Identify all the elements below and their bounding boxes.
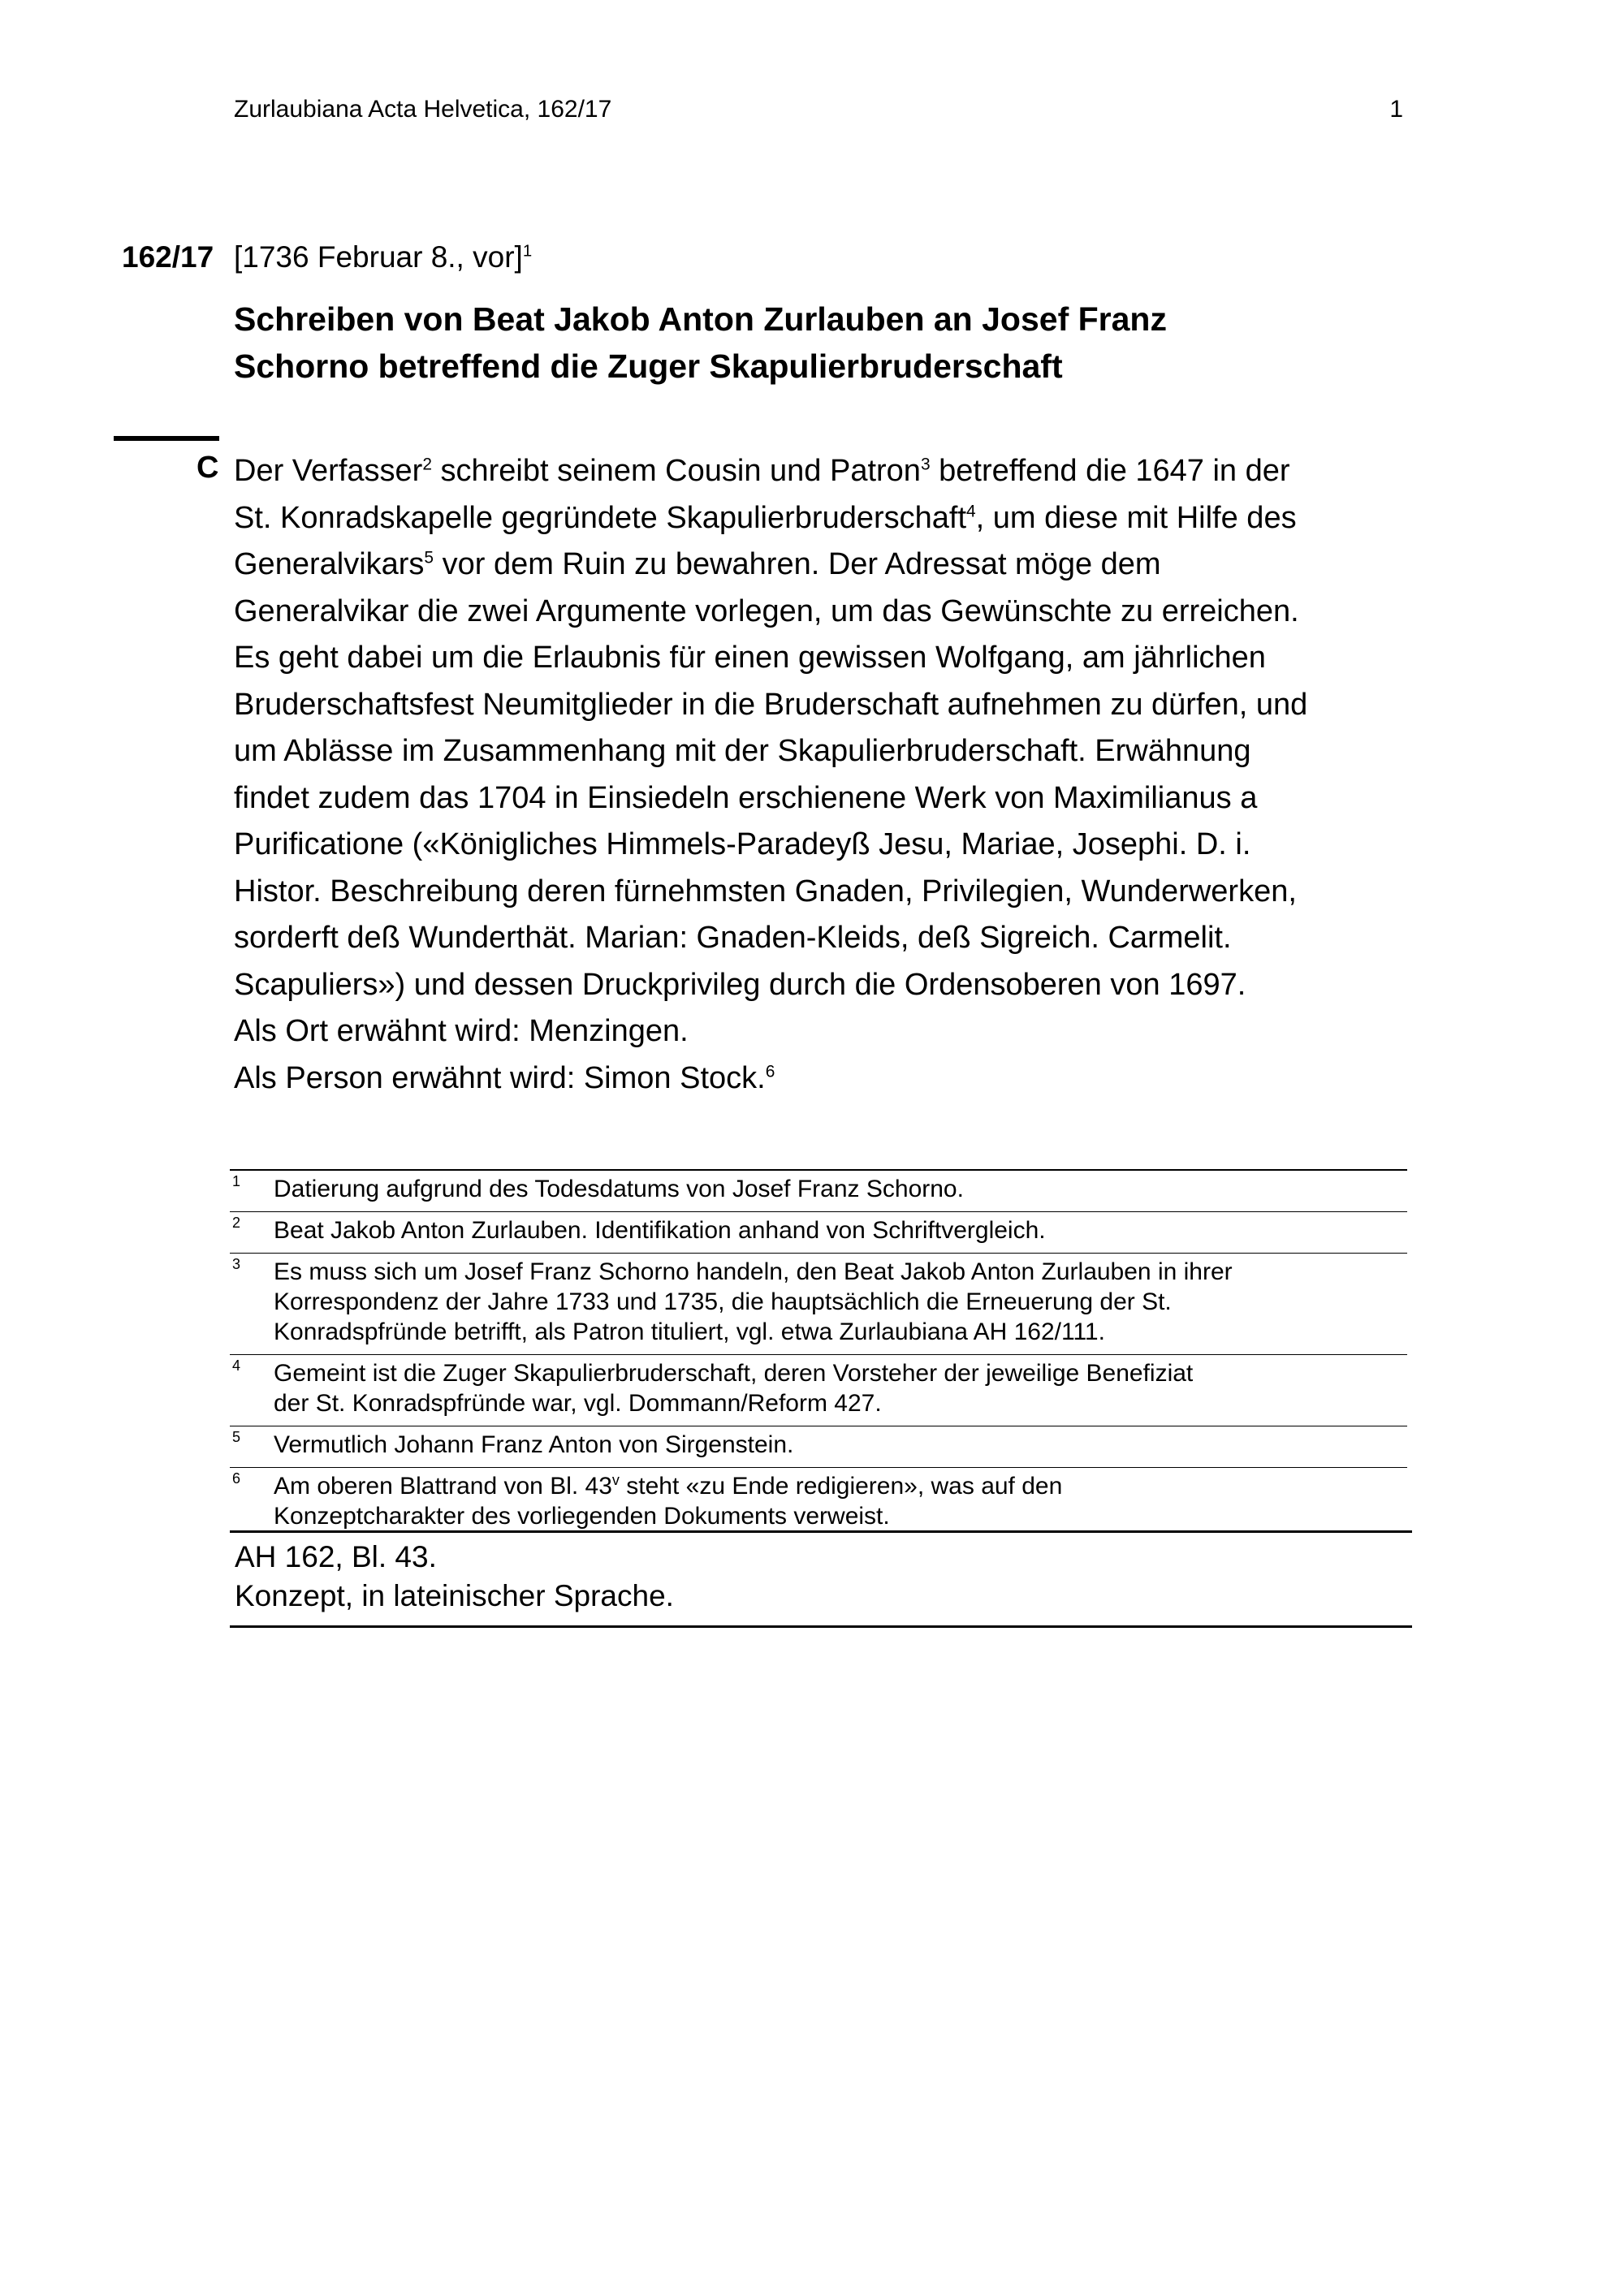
text-run: steht «zu Ende redigieren», was auf den — [619, 1473, 1063, 1500]
footnote — [230, 1468, 1407, 1539]
summary-line — [234, 1008, 1419, 1055]
footnote-ref: 1 — [522, 242, 533, 261]
text-run: Gemeint ist die Zuger Skapulierbruderschaft, deren Vorsteher der jeweilige Benefiziat — [274, 1360, 1194, 1387]
footnote-line — [274, 1174, 1407, 1204]
footnote-line — [274, 1501, 1407, 1531]
footnote-ref: 3 — [920, 455, 931, 474]
footnote-ref: 4 — [966, 501, 976, 520]
title-line: Schorno betreffend die Zuger Skapulierbruderschaft — [234, 347, 1063, 385]
date-text: [1736 Februar 8., vor] — [234, 240, 523, 274]
source-note — [230, 1530, 1412, 1628]
text-run: Am oberen Blattrand von Bl. 43 — [274, 1473, 612, 1500]
summary-line — [234, 728, 1419, 775]
text-run: betreffend die 1647 in der — [930, 454, 1290, 488]
text-run: Konradspfründe betrifft, als Patron tituliert, vgl. etwa Zurlaubiana AH 162/111. — [274, 1318, 1105, 1345]
summary-line — [234, 448, 1419, 495]
footnote-number: 5 — [232, 1429, 241, 1445]
text-run: vor dem Ruin zu bewahren. Der Adressat möge dem — [434, 547, 1161, 581]
text-run: Als Person erwähnt wird: Simon Stock. — [234, 1060, 766, 1095]
text-run: findet zudem das 1704 in Einsiedeln erschienene Werk von Maximilianus a — [234, 780, 1258, 815]
footnote-ref: v — [611, 1472, 620, 1488]
text-run: sorderft deß Wunderthät. Marian: Gnaden-Kleids, deß Sigreich. Carmelit. — [234, 921, 1232, 955]
footnote-line — [274, 1430, 1407, 1460]
text-run: Datierung aufgrund des Todesdatums von Josef Franz Schorno. — [274, 1176, 964, 1202]
footnote-ref: 2 — [422, 455, 432, 474]
document-id: 162/17 — [122, 240, 214, 274]
footnote-line — [274, 1317, 1407, 1347]
footnote — [230, 1212, 1407, 1254]
footnote — [230, 1171, 1407, 1212]
source-line: AH 162, Bl. 43. — [235, 1540, 437, 1573]
text-run: schreibt seinem Cousin und Patron — [431, 454, 921, 488]
text-run: , um diese mit Hilfe des — [975, 500, 1297, 535]
text-run: St. Konradskapelle gegründete Skapulierbruderschaft — [234, 500, 967, 535]
footnote-line — [274, 1471, 1407, 1501]
text-run: Als Ort erwähnt wird: Menzingen. — [234, 1014, 689, 1048]
text-run: Beat Jakob Anton Zurlauben. Identifikation anhand von Schriftvergleich. — [274, 1217, 1046, 1244]
text-run: um Ablässe im Zusammenhang mit der Skapulierbruderschaft. Erwähnung — [234, 734, 1251, 768]
footnote-number: 4 — [232, 1357, 241, 1374]
footnote-line — [274, 1287, 1407, 1317]
footnote-number: 3 — [232, 1256, 241, 1272]
title-line: Schreiben von Beat Jakob Anton Zurlauben an Josef Franz — [234, 300, 1167, 338]
footnote-line — [274, 1257, 1407, 1287]
summary-line — [234, 542, 1419, 589]
summary-text — [234, 448, 1419, 1102]
footnote — [230, 1254, 1407, 1355]
footnote-line — [274, 1358, 1407, 1388]
section-marker-bar — [114, 436, 219, 441]
footnote-line — [274, 1388, 1407, 1418]
text-run: Der Verfasser — [234, 454, 423, 488]
footnotes — [230, 1169, 1407, 1539]
summary-line — [234, 589, 1419, 636]
text-run: Es muss sich um Josef Franz Schorno handeln, den Beat Jakob Anton Zurlauben in ihrer — [274, 1258, 1233, 1285]
text-run: der St. Konradspfründe war, vgl. Dommann/Reform 427. — [274, 1390, 882, 1417]
text-run: Es geht dabei um die Erlaubnis für einen gewissen Wolfgang, am jährlichen — [234, 641, 1266, 675]
footnote-ref: 5 — [424, 548, 434, 568]
text-run: Korrespondenz der Jahre 1733 und 1735, die hauptsächlich die Erneuerung der St. — [274, 1288, 1172, 1315]
section-marker: C — [197, 451, 219, 485]
summary-line — [234, 775, 1419, 822]
text-run: Scapuliers») und dessen Druckprivileg durch die Ordensoberen von 1697. — [234, 967, 1246, 1002]
summary-line — [234, 682, 1419, 729]
footnote-ref: 6 — [765, 1061, 775, 1081]
footnote — [230, 1355, 1407, 1426]
footnote — [230, 1426, 1407, 1468]
running-title: Zurlaubiana Acta Helvetica, 162/17 — [234, 96, 612, 123]
source-line: Konzept, in lateinischer Sprache. — [235, 1579, 674, 1612]
summary-line — [234, 495, 1419, 542]
summary-line — [234, 635, 1419, 682]
footnote-line — [274, 1215, 1407, 1245]
document-title — [234, 296, 1395, 390]
text-run: Histor. Beschreibung deren fürnehmsten Gnaden, Privilegien, Wunderwerken, — [234, 874, 1297, 908]
text-run: Konzeptcharakter des vorliegenden Dokuments verweist. — [274, 1503, 890, 1530]
page-number: 1 — [1389, 96, 1403, 123]
text-run: Generalvikar die zwei Argumente vorlegen, um das Gewünschte zu erreichen. — [234, 593, 1299, 628]
footnote-number: 6 — [232, 1470, 241, 1487]
text-run: Vermutlich Johann Franz Anton von Sirgenstein. — [274, 1431, 794, 1458]
page-header — [234, 96, 1403, 128]
summary-line — [234, 915, 1419, 962]
summary-line — [234, 962, 1419, 1009]
summary-line — [234, 822, 1419, 869]
footnote-number: 1 — [232, 1173, 241, 1189]
summary-line — [234, 1055, 1419, 1103]
summary-line — [234, 869, 1419, 916]
text-run: Bruderschaftsfest Neumitglieder in die Bruderschaft aufnehmen zu dürfen, und — [234, 687, 1308, 722]
document-date — [234, 240, 532, 274]
text-run: Purificatione («Königliches Himmels-Paradeyß Jesu, Mariae, Josephi. D. i. — [234, 827, 1251, 861]
footnote-number: 2 — [232, 1215, 241, 1231]
text-run: Generalvikars — [234, 547, 425, 581]
